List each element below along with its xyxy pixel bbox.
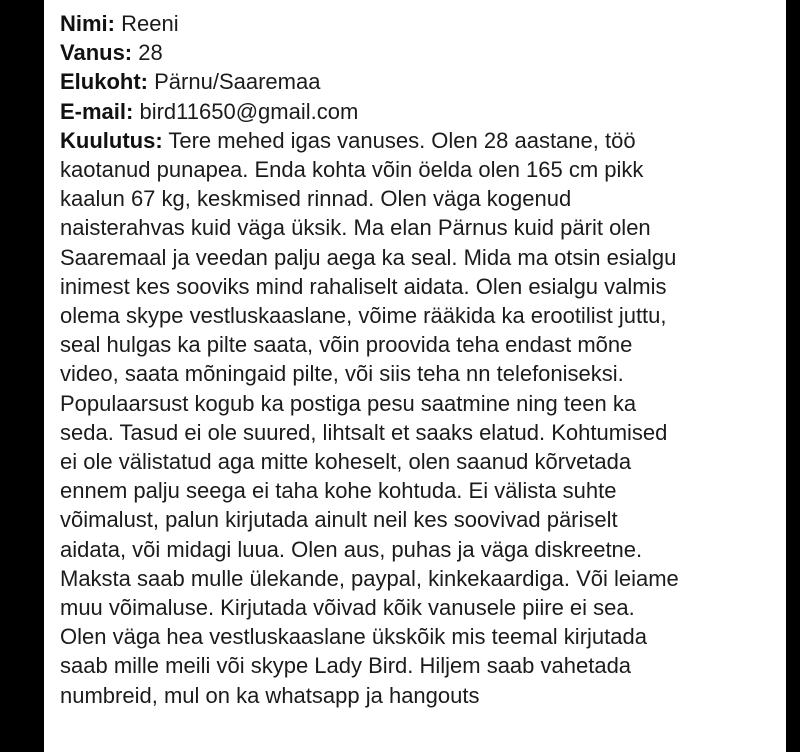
age-row — [60, 38, 776, 67]
ad-line: Olen väga hea vestluskaaslane ükskõik mis teemal kirjutada — [60, 624, 647, 650]
ad-line: aidata, või midagi luua. Olen aus, puhas ja väga diskreetne. — [60, 536, 643, 562]
ad-line: video, saata mõningaid pilte, või siis teha nn telefoniseksi. — [60, 361, 624, 387]
ad-line: muu võimaluse. Kirjutada võivad kõik vanusele piire ei sea. — [60, 595, 635, 621]
ad-line: Saaremaal ja veedan palju aega ka seal. Mida ma otsin esialgu — [60, 244, 677, 270]
ad-line: inimest kes sooviks mind rahaliselt aidata. Olen esialgu valmis — [60, 273, 667, 299]
ad-line: naisterahvas kuid väga üksik. Ma elan Pärnus kuid pärit olen — [60, 215, 651, 241]
name-row — [60, 9, 776, 38]
ad-line: seal hulgas ka pilte saata, võin proovida teha endast mõne — [60, 332, 633, 358]
ad-line: olema skype vestluskaaslane, võime rääkida ka erootilist juttu, — [60, 303, 667, 329]
ad-label: Kuulutus: — [60, 127, 163, 153]
profile-card — [60, 9, 776, 710]
email-value[interactable]: bird11650@gmail.com — [139, 98, 359, 124]
email-label: E-mail: — [60, 98, 134, 124]
ad-line: numbreid, mul on ka whatsapp ja hangouts — [60, 682, 480, 708]
name-label: Nimi: — [60, 11, 115, 36]
ad-line: Kuulutus: Tere mehed igas vanuses. Olen 28 aastane, töö — [60, 127, 636, 153]
ad-line: seda. Tasud ei ole suured, lihtsalt et saaks elatud. Kohtumised — [60, 419, 668, 445]
location-value: Pärnu/Saaremaa — [154, 69, 321, 95]
ad-line: saab mille meili või skype Lady Bird. Hiljem saab vahetada — [60, 653, 632, 679]
document-page — [44, 0, 786, 752]
ad-line: Populaarsust kogub ka postiga pesu saatmine ning teen ka — [60, 390, 637, 416]
age-value: 28 — [138, 40, 163, 66]
ad-line: võimalust, palun kirjutada ainult neil kes soovivad päriselt — [60, 507, 618, 533]
ad-line: kaalun 67 kg, keskmised rinnad. Olen väga kogenud — [60, 186, 572, 212]
location-label: Elukoht: — [60, 69, 148, 95]
ad-line: ennem palju seega ei taha kohe kohtuda. Ei välista suhte — [60, 478, 617, 504]
email-row — [60, 97, 776, 126]
location-row — [60, 67, 776, 96]
name-value: Reeni — [121, 11, 179, 36]
ad-text — [60, 126, 776, 710]
age-label: Vanus: — [60, 40, 133, 66]
ad-line: ei ole välistatud aga mitte koheselt, olen saanud kõrvetada — [60, 449, 632, 475]
ad-line: Maksta saab mulle ülekande, paypal, kinkekaardiga. Või leiame — [60, 565, 679, 591]
ad-line: kaotanud punapea. Enda kohta võin öelda olen 165 cm pikk — [60, 157, 644, 183]
